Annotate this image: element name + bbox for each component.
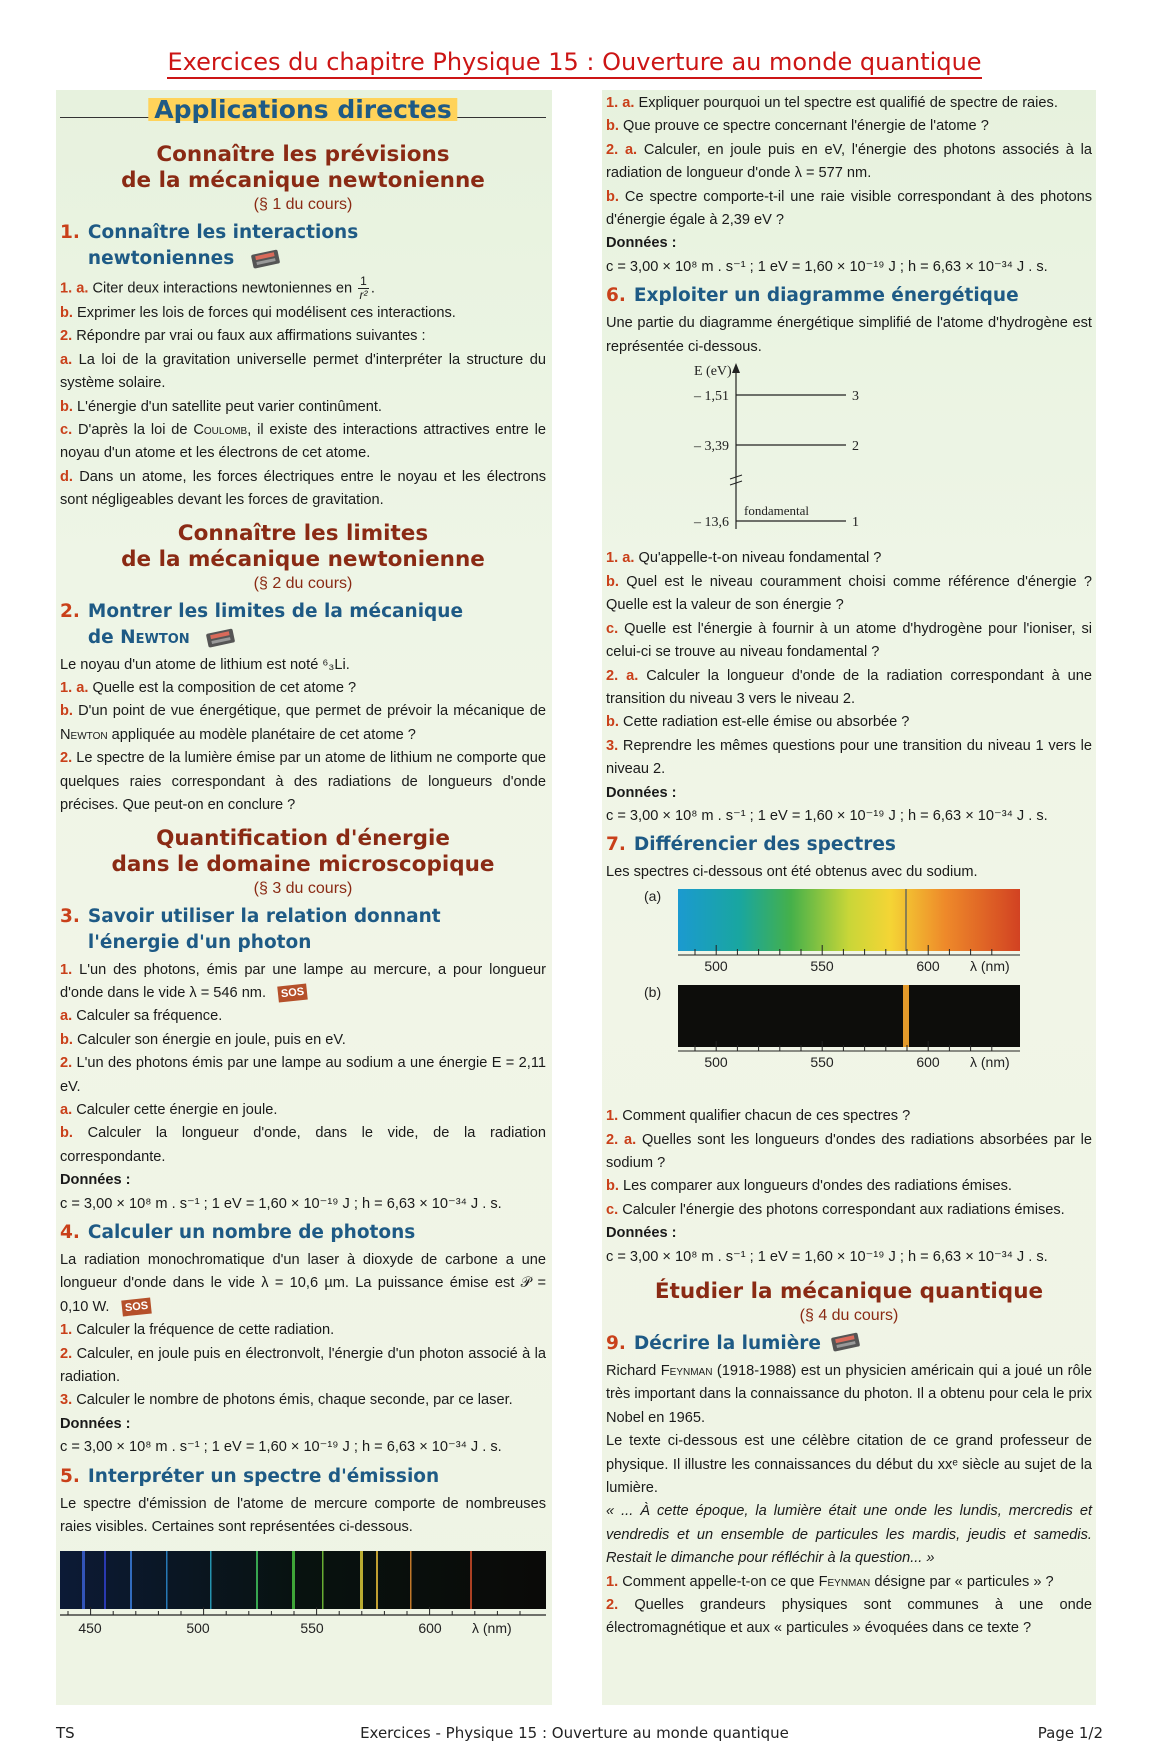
question: 2. Le spectre de la lumière émise par un atome de lithium ne comporte que quelques raies correspondant à des radiations de longueurs d'onde précises. Que peut-on en conclure ? — [60, 750, 546, 814]
hg-unit: λ (nm) — [472, 1620, 512, 1637]
na-tick-600: 600 — [916, 1053, 940, 1070]
question: 2. Calculer, en joule puis en électronvolt, l'énergie d'un photon associé à la radiation. — [60, 1345, 546, 1385]
level-energy: – 13,6 — [694, 515, 729, 531]
constants: c = 3,00 × 10⁸ m . s⁻¹ ; 1 eV = 1,60 × 10⁻¹⁹ J ; h = 6,63 × 10⁻³⁴ J . s. — [60, 1439, 502, 1456]
question: 3. Calculer le nombre de photons émis, chaque seconde, par ce laser. — [60, 1392, 513, 1409]
data-label: Données : — [606, 235, 677, 252]
data-label: Données : — [606, 1225, 677, 1242]
question: a. Calculer cette énergie en joule. — [60, 1101, 278, 1118]
question: b. Quel est le niveau couramment choisi comme référence d'énergie ? Quelle est la valeur de son énergie ? — [606, 573, 1092, 614]
question: 1. a. Citer deux interactions newtoniennes en $\frac{1}{\text{r²}}$ . — [60, 274, 375, 302]
hg-tick-600: 600 — [418, 1620, 442, 1637]
level-number: 2 — [852, 439, 859, 455]
exercise-text: Les spectres ci-dessous ont été obtenus avec du sodium. — [606, 864, 978, 881]
fraction: $\frac{1}{\text{r²}}$ — [359, 274, 368, 302]
question: 2. a. Quelles sont les longueurs d'ondes des radiations absorbées par le sodium ? — [606, 1131, 1092, 1171]
question: b. Exprimer les lois de forces qui modélisent ces interactions. — [60, 305, 456, 321]
question: c. D'après la loi de Coulomb, il existe des interactions attractives entre le noyau d'un atome et les électrons de cet atome. — [60, 422, 546, 462]
level-energy: – 1,51 — [694, 389, 729, 405]
calculator-icon — [829, 1331, 863, 1353]
constants: c = 3,00 × 10⁸ m . s⁻¹ ; 1 eV = 1,60 × 10⁻¹⁹ J ; h = 6,63 × 10⁻³⁴ J . s. — [606, 1248, 1048, 1265]
question: 1. L'un des photons, émis par une lampe au mercure, a pour longueur d'onde dans le vide λ = 546 nm. SOS — [60, 961, 546, 1001]
hg-tick-550: 550 — [300, 1620, 324, 1637]
na-tick-550: 550 — [810, 1053, 834, 1070]
quote: « ... À cette époque, la lumière était une onde les lundis, mercredis et vendredis et un ensemble de particules les mardis, jeudis et samedis. Restait le dimanche pour réfléchir à la question... » — [606, 1503, 1092, 1567]
question: 3. Reprendre les mêmes questions pour une transition du niveau 1 vers le niveau 2. — [606, 737, 1092, 778]
course-ref: (§ 2 du cours) — [253, 574, 353, 592]
na-tick-550: 550 — [810, 957, 834, 974]
question: c. Calculer l'énergie des photons correspondant aux radiations émises. — [606, 1201, 1065, 1218]
right-column — [602, 90, 1096, 1705]
diagram-axis-label: E (eV) — [694, 364, 732, 380]
exercise-3-title: 3. Savoir utiliser la relation donnant l'énergie d'un photon — [60, 905, 441, 953]
question: 2. Répondre par vrai ou faux aux affirmations suivantes : — [60, 328, 426, 345]
footer-left: TS — [56, 1724, 75, 1742]
na-tick-600: 600 — [916, 957, 940, 974]
question: b. Ce spectre comporte-t-il une raie visible correspondant à des photons d'énergie égale à 2,39 eV ? — [606, 188, 1092, 229]
question: b. Les comparer aux longueurs d'ondes des radiations émises. — [606, 1178, 1012, 1195]
exercise-9-title: 9. Décrire la lumière — [606, 1331, 1092, 1357]
question: b. Calculer son énergie en joule, puis en eV. — [60, 1031, 346, 1048]
exercise-7-title: 7. Différencier des spectres — [606, 834, 896, 856]
heading-newtonian-limits: Connaître les limites de la mécanique newtonienne — [121, 520, 485, 572]
page-title: Exercices du chapitre Physique 15 : Ouverture au monde quantique — [0, 48, 1149, 76]
hg-tick-500: 500 — [186, 1620, 210, 1637]
question: c. Quelle est l'énergie à fournir à un atome d'hydrogène pour l'ioniser, si celui-ci se trouve au niveau fondamental ? — [606, 620, 1092, 661]
course-ref: (§ 3 du cours) — [253, 879, 353, 897]
question: b. D'un point de vue énergétique, que permet de prévoir la mécanique de Newton appliquée au modèle planétaire de cet atome ? — [60, 703, 546, 743]
exercise-text: Le texte ci-dessous est une célèbre citation de ce grand professeur de physique. Il illustre les connaissances du début du xxᵉ siècle au sujet de la lumière. — [606, 1433, 1092, 1497]
constants: c = 3,00 × 10⁸ m . s⁻¹ ; 1 eV = 1,60 × 10⁻¹⁹ J ; h = 6,63 × 10⁻³⁴ J . s. — [606, 807, 1048, 824]
na-tick-500: 500 — [704, 957, 728, 974]
na-unit: λ (nm) — [970, 1053, 1010, 1070]
exercise-text: Une partie du diagramme énergétique simplifié de l'atome d'hydrogène est représentée ci-dessous. — [606, 315, 1092, 355]
data-label: Données : — [60, 1172, 131, 1189]
exercise-4-title: 4. Calculer un nombre de photons — [60, 1221, 416, 1243]
course-ref: (§ 4 du cours) — [799, 1307, 899, 1324]
sos-icon: SOS — [277, 984, 308, 1003]
question: d. Dans un atome, les forces électriques entre le noyau et les électrons sont négligeables devant les forces de gravitation. — [60, 468, 546, 509]
exercise-text: La radiation monochromatique d'un laser à dioxyde de carbone a une longueur d'onde dans le vide λ = 10,6 µm. La puissance émise est 𝒫 = 0,10 W. SOS — [60, 1251, 546, 1315]
hg-tick-450: 450 — [78, 1620, 102, 1637]
question: b. Calculer la longueur d'onde, dans le vide, de la radiation correspondante. — [60, 1125, 546, 1165]
spectrum-a-label: (a) — [644, 887, 662, 904]
level-label: fondamental — [744, 503, 809, 519]
question: 2. L'un des photons émis par une lampe au sodium a une énergie E = 2,11 eV. — [60, 1055, 546, 1095]
exercise-text: Le noyau d'un atome de lithium est noté ⁶₃Li. — [60, 656, 350, 673]
exercise-text: Le spectre d'émission de l'atome de mercure comporte de nombreuses raies visibles. Certaines sont représentées ci-dessous. — [60, 1495, 546, 1536]
question: a. Calculer sa fréquence. — [60, 1008, 223, 1025]
question: 2. Quelles grandeurs physiques sont communes à une onde électromagnétique et aux « particules » évoquées dans ce texte ? — [606, 1597, 1092, 1637]
level-energy: – 3,39 — [694, 439, 729, 455]
question: b. Cette radiation est-elle émise ou absorbée ? — [606, 714, 910, 731]
course-ref: (§ 1 du cours) — [253, 196, 353, 213]
question: 1. a. Expliquer pourquoi un tel spectre est qualifié de spectre de raies. — [606, 95, 1058, 111]
exercise-5-title: 5. Interpréter un spectre d'émission — [60, 1465, 440, 1487]
footer-page: Page 1/2 — [1037, 1724, 1103, 1742]
energy-diagram — [606, 359, 1092, 539]
data-label: Données : — [60, 1415, 131, 1432]
na-tick-500: 500 — [704, 1053, 728, 1070]
question: 2. a. Calculer, en joule puis en eV, l'énergie des photons associés à la radiation de longueur d'onde λ = 577 nm. — [606, 141, 1092, 182]
exercise-2-title: 2. Montrer les limites de la mécanique de Newton — [60, 600, 464, 648]
question: 1. a. Quelle est la composition de cet atome ? — [60, 680, 357, 697]
footer-center: Exercices - Physique 15 : Ouverture au monde quantique — [360, 1724, 789, 1742]
question: 1. Comment qualifier chacun de ces spectres ? — [606, 1108, 911, 1125]
question: 1. Calculer la fréquence de cette radiation. — [60, 1322, 335, 1339]
exercise-6-title: 6. Exploiter un diagramme énergétique — [606, 285, 1019, 307]
calculator-icon — [204, 627, 238, 649]
level-number: 3 — [852, 389, 859, 405]
sos-icon: SOS — [121, 1297, 152, 1316]
exercise-text: Richard Feynman (1918-1988) est un physicien américain qui a joué un rôle très important dans la connaissance du photon. Il a obtenu pour cela le prix Nobel en 1965. — [606, 1363, 1092, 1426]
spectrum-b-label: (b) — [644, 983, 662, 1000]
sodium-spectra — [606, 885, 1092, 1097]
question: b. L'énergie d'un satellite peut varier continûment. — [60, 398, 382, 415]
exercise-1-title: 1. Connaître les interactions newtoniennes — [60, 222, 359, 269]
question: 2. a. Calculer la longueur d'onde de la radiation correspondant à une transition du niveau 3 vers le niveau 2. — [606, 667, 1092, 707]
mercury-spectrum — [60, 1545, 546, 1637]
heading-energy-quantification: Quantification d'énergie dans le domaine microscopique — [111, 825, 495, 877]
calculator-icon — [249, 248, 283, 270]
level-number: 1 — [852, 515, 859, 531]
constants: c = 3,00 × 10⁸ m . s⁻¹ ; 1 eV = 1,60 × 10⁻¹⁹ J ; h = 6,63 × 10⁻³⁴ J . s. — [60, 1195, 502, 1212]
question: b. Que prouve ce spectre concernant l'énergie de l'atome ? — [606, 118, 989, 135]
section-banner: Applications directes — [60, 96, 546, 136]
heading-newtonian-predictions: Connaître les prévisions de la mécanique newtonienne — [121, 142, 485, 193]
question: 1. a. Qu'appelle-t-on niveau fondamental ? — [606, 550, 882, 567]
constants: c = 3,00 × 10⁸ m . s⁻¹ ; 1 eV = 1,60 × 10⁻¹⁹ J ; h = 6,63 × 10⁻³⁴ J . s. — [606, 258, 1048, 275]
na-unit: λ (nm) — [970, 957, 1010, 974]
question: a. La loi de la gravitation universelle permet d'interpréter la structure du système solaire. — [60, 351, 546, 392]
question: 1. Comment appelle-t-on ce que Feynman désigne par « particules » ? — [606, 1573, 1054, 1590]
left-column — [56, 90, 552, 1705]
heading-quantum-mechanics: Étudier la mécanique quantique — [654, 1279, 1044, 1304]
data-label: Données : — [606, 784, 677, 801]
